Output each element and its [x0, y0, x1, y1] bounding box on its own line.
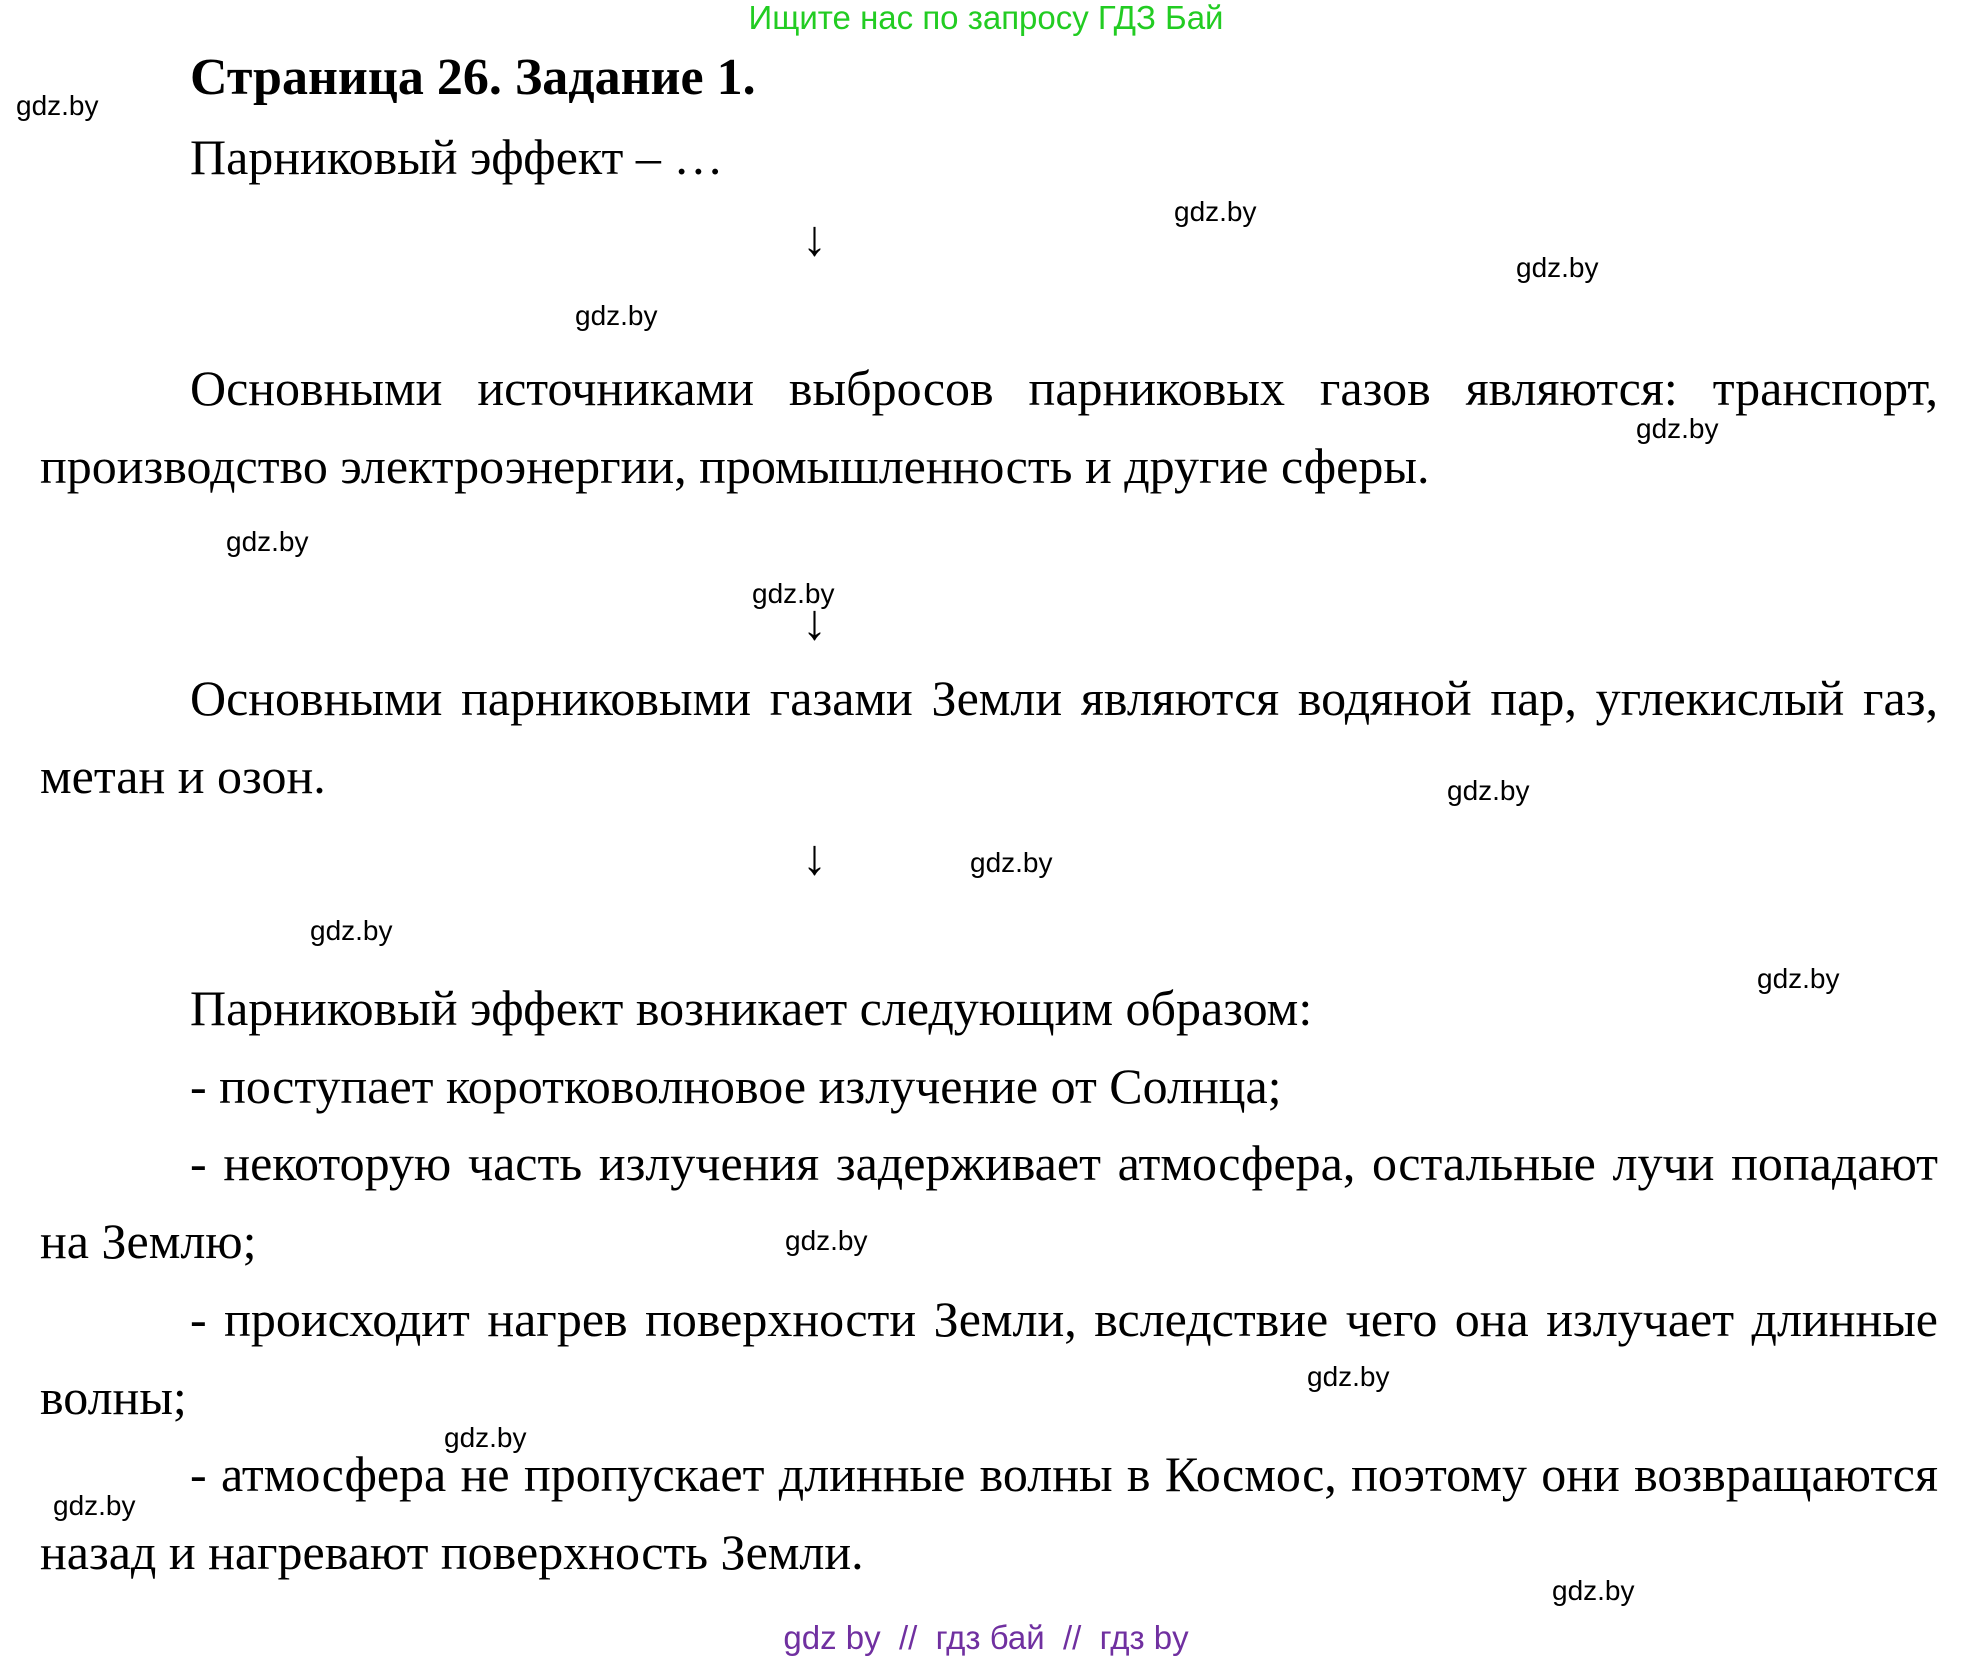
watermark: gdz.by [752, 578, 835, 609]
watermark: gdz.by [970, 847, 1053, 878]
watermark: gdz.by [1552, 1575, 1635, 1606]
watermark: gdz.by [1174, 196, 1257, 227]
promo-banner[interactable]: Ищите нас по запросу ГДЗ Бай [748, 0, 1224, 36]
paragraph-sources: Основными источниками выбросов парниковых газов являются: транспорт, производство электроэнергии, промышленность и другие сферы. [40, 360, 1938, 494]
watermark: gdz.by [1636, 413, 1719, 444]
list-item: - происходит нагрев поверхности Земли, вследствие чего она излучает длинные волны; [40, 1291, 1938, 1425]
watermark: gdz.by [1757, 963, 1840, 994]
footer-links[interactable]: gdz by // гдз бай // гдз by [783, 1619, 1189, 1656]
watermark: gdz.by [310, 915, 393, 946]
list-item: - некоторую часть излучения задерживает атмосфера, остальные лучи попадают на Землю; [40, 1135, 1938, 1269]
paragraph-definition: Парниковый эффект – … [190, 129, 724, 185]
arrow-down-icon: ↓ [802, 594, 827, 650]
arrow-down-icon: ↓ [802, 210, 827, 266]
list-item: - поступает коротковолновое излучение от Солнца; [190, 1058, 1282, 1114]
list-item: - атмосфера не пропускает длинные волны в Космос, поэтому они возвращаются назад и нагревают поверхность Земли. [40, 1446, 1938, 1580]
page-title: Страница 26. Задание 1. [190, 49, 756, 106]
watermark: gdz.by [1516, 252, 1599, 283]
arrow-down-icon: ↓ [802, 829, 827, 885]
paragraph-mechanism-intro: Парниковый эффект возникает следующим образом: [190, 980, 1313, 1036]
paragraph-gases: Основными парниковыми газами Земли являются водяной пар, углекислый газ, метан и озон. [40, 670, 1938, 804]
watermark: gdz.by [16, 90, 99, 121]
watermark: gdz.by [1447, 775, 1530, 806]
watermark: gdz.by [53, 1490, 136, 1521]
watermark: gdz.by [444, 1422, 527, 1453]
watermark: gdz.by [226, 526, 309, 557]
watermark: gdz.by [1307, 1361, 1390, 1392]
watermark: gdz.by [575, 300, 658, 331]
watermark: gdz.by [785, 1225, 868, 1256]
